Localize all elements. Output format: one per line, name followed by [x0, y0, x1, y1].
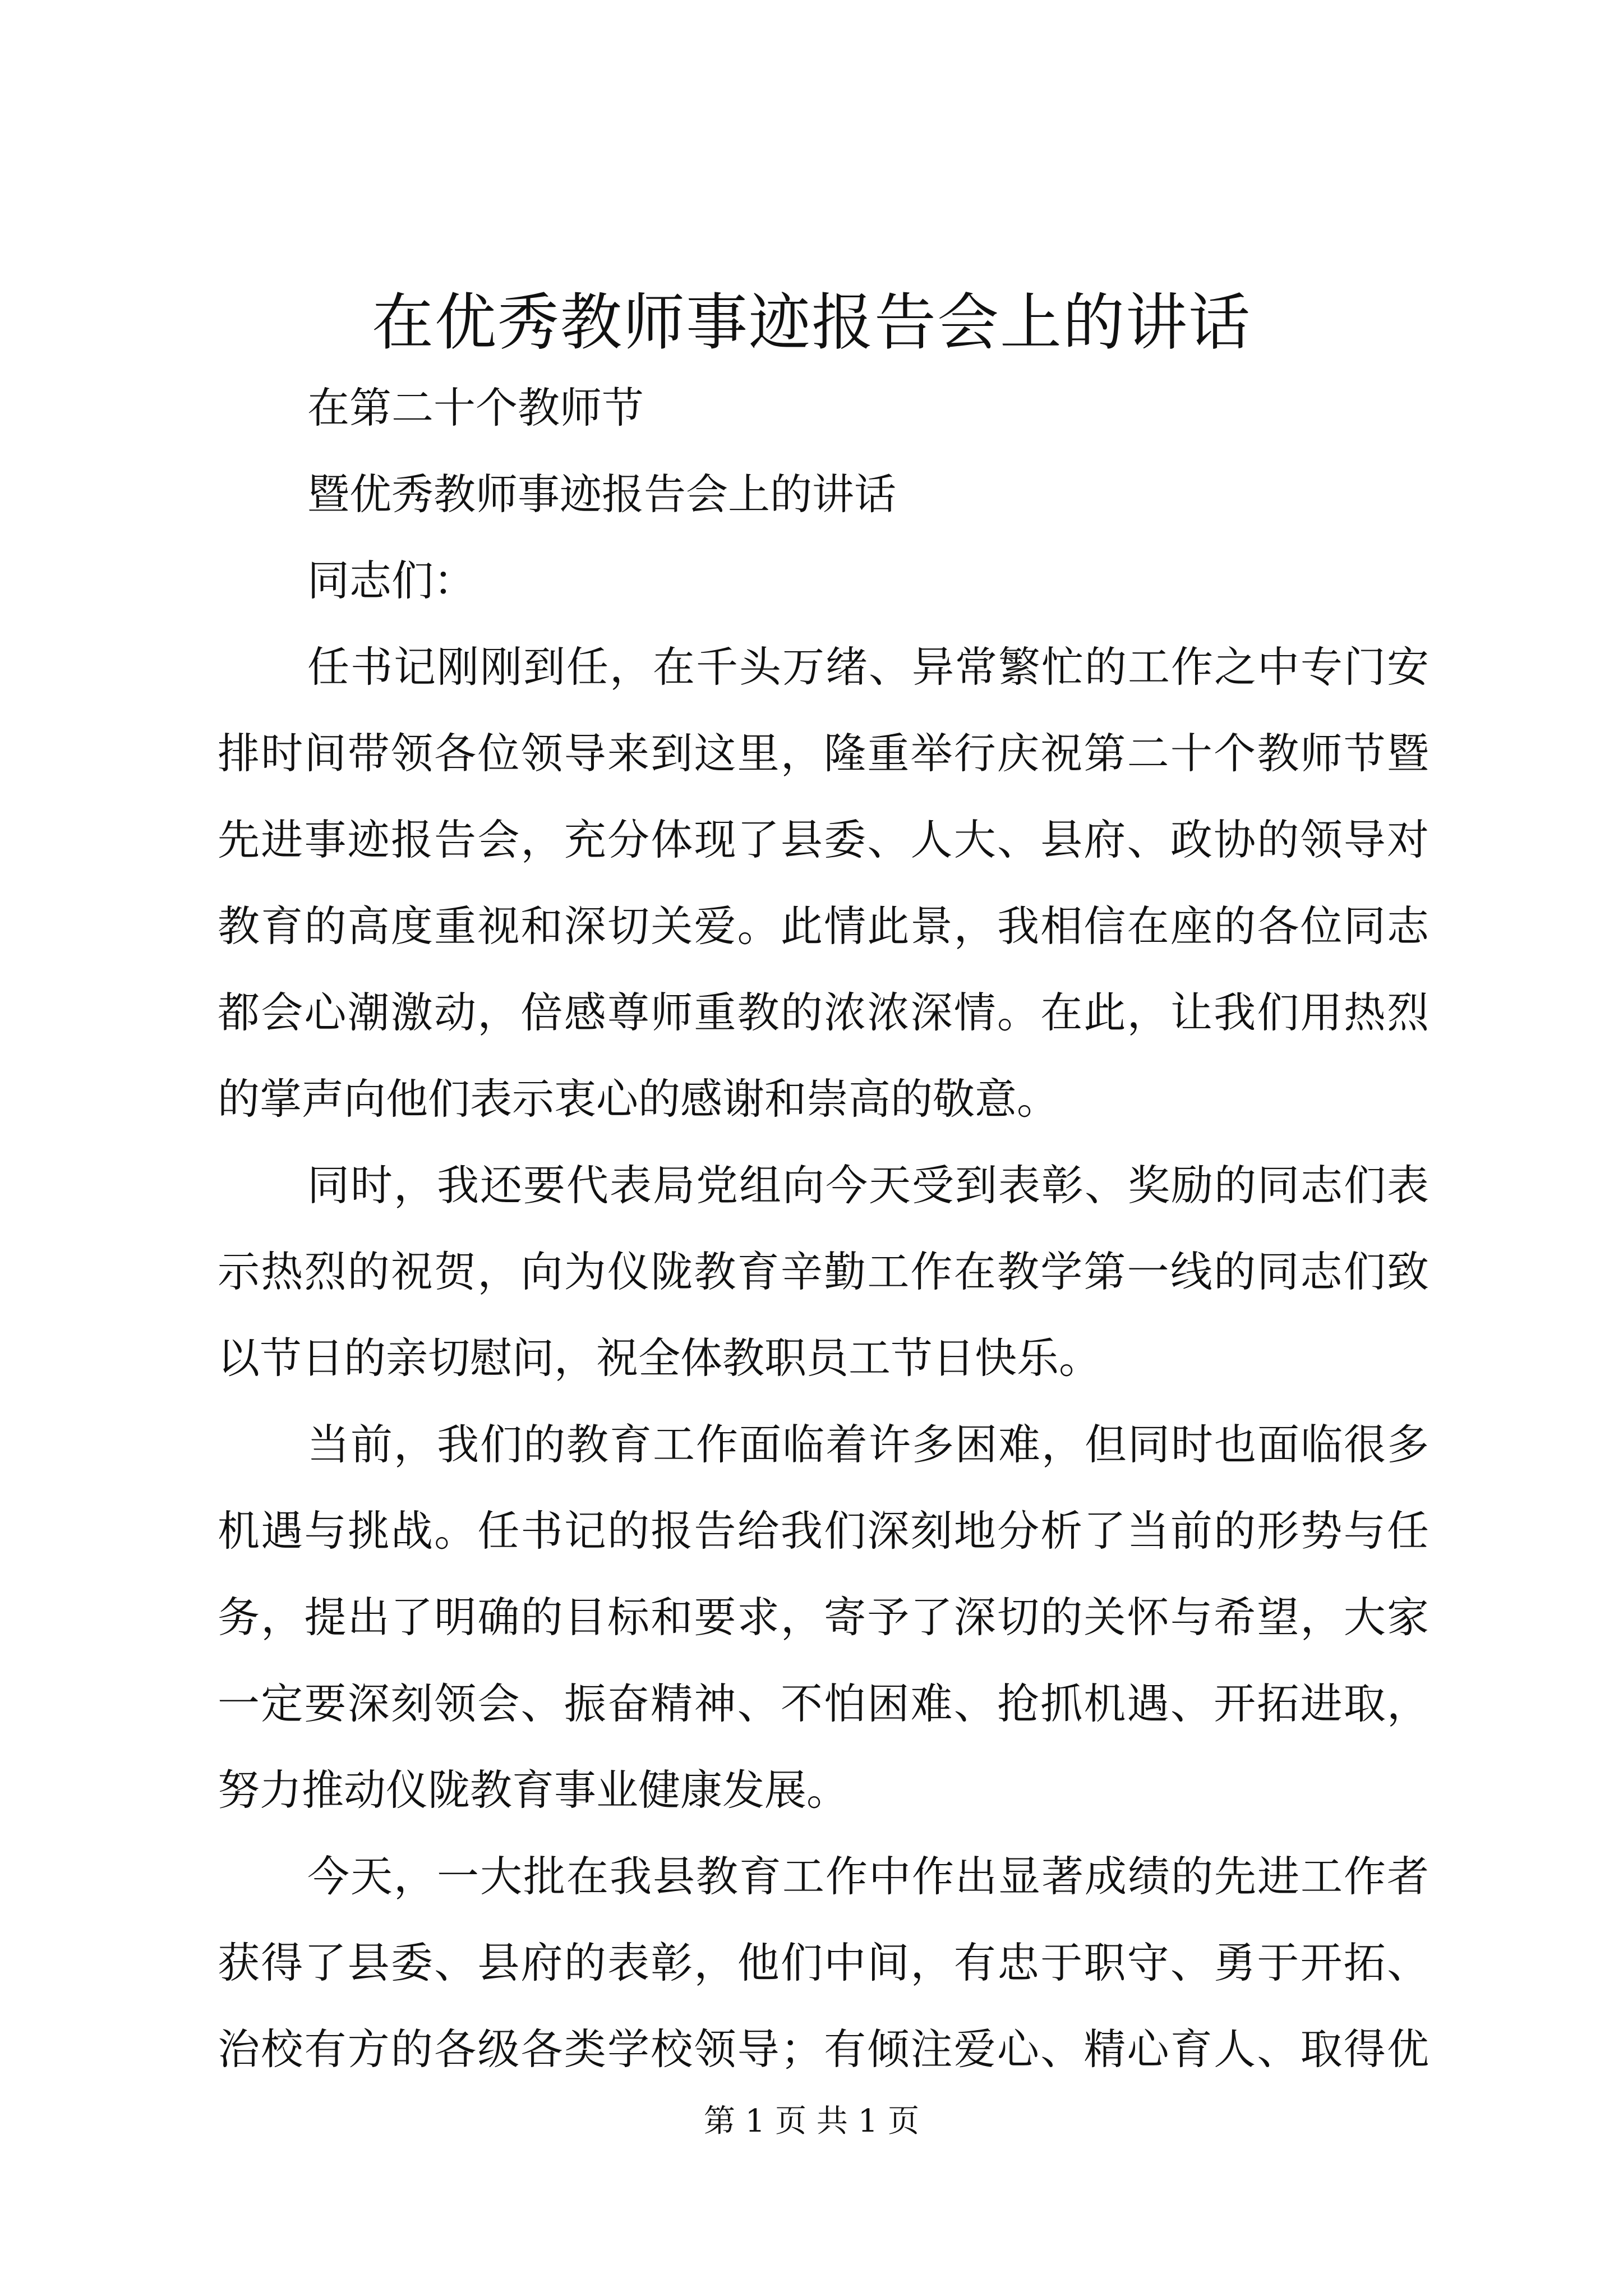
- paragraph-4: [218, 1833, 1429, 2092]
- subtitle-line-1: 在第二十个教师节: [307, 383, 644, 432]
- paragraph-line: 任书记刚刚到任，在千头万绪、异常繁忙的工作之中专门安: [307, 642, 1429, 692]
- subtitle-line-2: 暨优秀教师事迹报告会上的讲话: [307, 470, 897, 519]
- paragraph-line: 以节日的亲切慰问，祝全体教职员工节日快乐。: [218, 1333, 1101, 1383]
- paragraph-line: 努力推动仪陇教育事业健康发展。: [218, 1765, 849, 1815]
- paragraph-line: 一定要深刻领会、振奋精神、不怕困难、抢抓机遇、开拓进取，: [218, 1679, 1429, 1728]
- paragraph-line: 排时间带领各位领导来到这里，隆重举行庆祝第二十个教师节暨: [218, 729, 1429, 778]
- paragraph-line: 同时，我还要代表局党组向今天受到表彰、奖励的同志们表: [307, 1161, 1429, 1210]
- paragraph-2: [218, 1142, 1429, 1401]
- paragraph-1: [218, 624, 1429, 1142]
- paragraph-3: [218, 1401, 1429, 1833]
- paragraph-line: 的掌声向他们表示衷心的感谢和崇高的敬意。: [218, 1074, 1059, 1124]
- paragraph-line: 教育的高度重视和深切关爱。此情此景，我相信在座的各位同志: [218, 901, 1429, 951]
- salutation: 同志们：: [307, 556, 476, 605]
- page-footer: 第 1 页 共 1 页: [703, 2103, 920, 2139]
- paragraph-line: 今天，一大批在我县教育工作中作出显著成绩的先进工作者: [307, 1852, 1429, 1901]
- paragraph-line: 获得了县委、县府的表彰，他们中间，有忠于职守、勇于开拓、: [218, 1938, 1429, 1987]
- paragraph-line: 先进事迹报告会，充分体现了县委、人大、县府、政协的领导对: [218, 815, 1429, 864]
- paragraph-line: 当前，我们的教育工作面临着许多困难，但同时也面临很多: [307, 1420, 1429, 1469]
- paragraph-line: 务，提出了明确的目标和要求，寄予了深切的关怀与希望，大家: [218, 1593, 1429, 1642]
- paragraph-line: 示热烈的祝贺，向为仪陇教育辛勤工作在教学第一线的同志们致: [218, 1247, 1429, 1296]
- paragraph-line: 机遇与挑战。任书记的报告给我们深刻地分析了当前的形势与任: [218, 1506, 1429, 1556]
- paragraph-line: 治校有方的各级各类学校领导；有倾注爱心、精心育人、取得优: [218, 2024, 1429, 2074]
- document-body: [218, 365, 1429, 2092]
- document-title: 在优秀教师事迹报告会上的讲话: [372, 287, 1251, 358]
- paragraph-line: 都会心潮激动，倍感尊师重教的浓浓深情。在此，让我们用热烈: [218, 988, 1429, 1037]
